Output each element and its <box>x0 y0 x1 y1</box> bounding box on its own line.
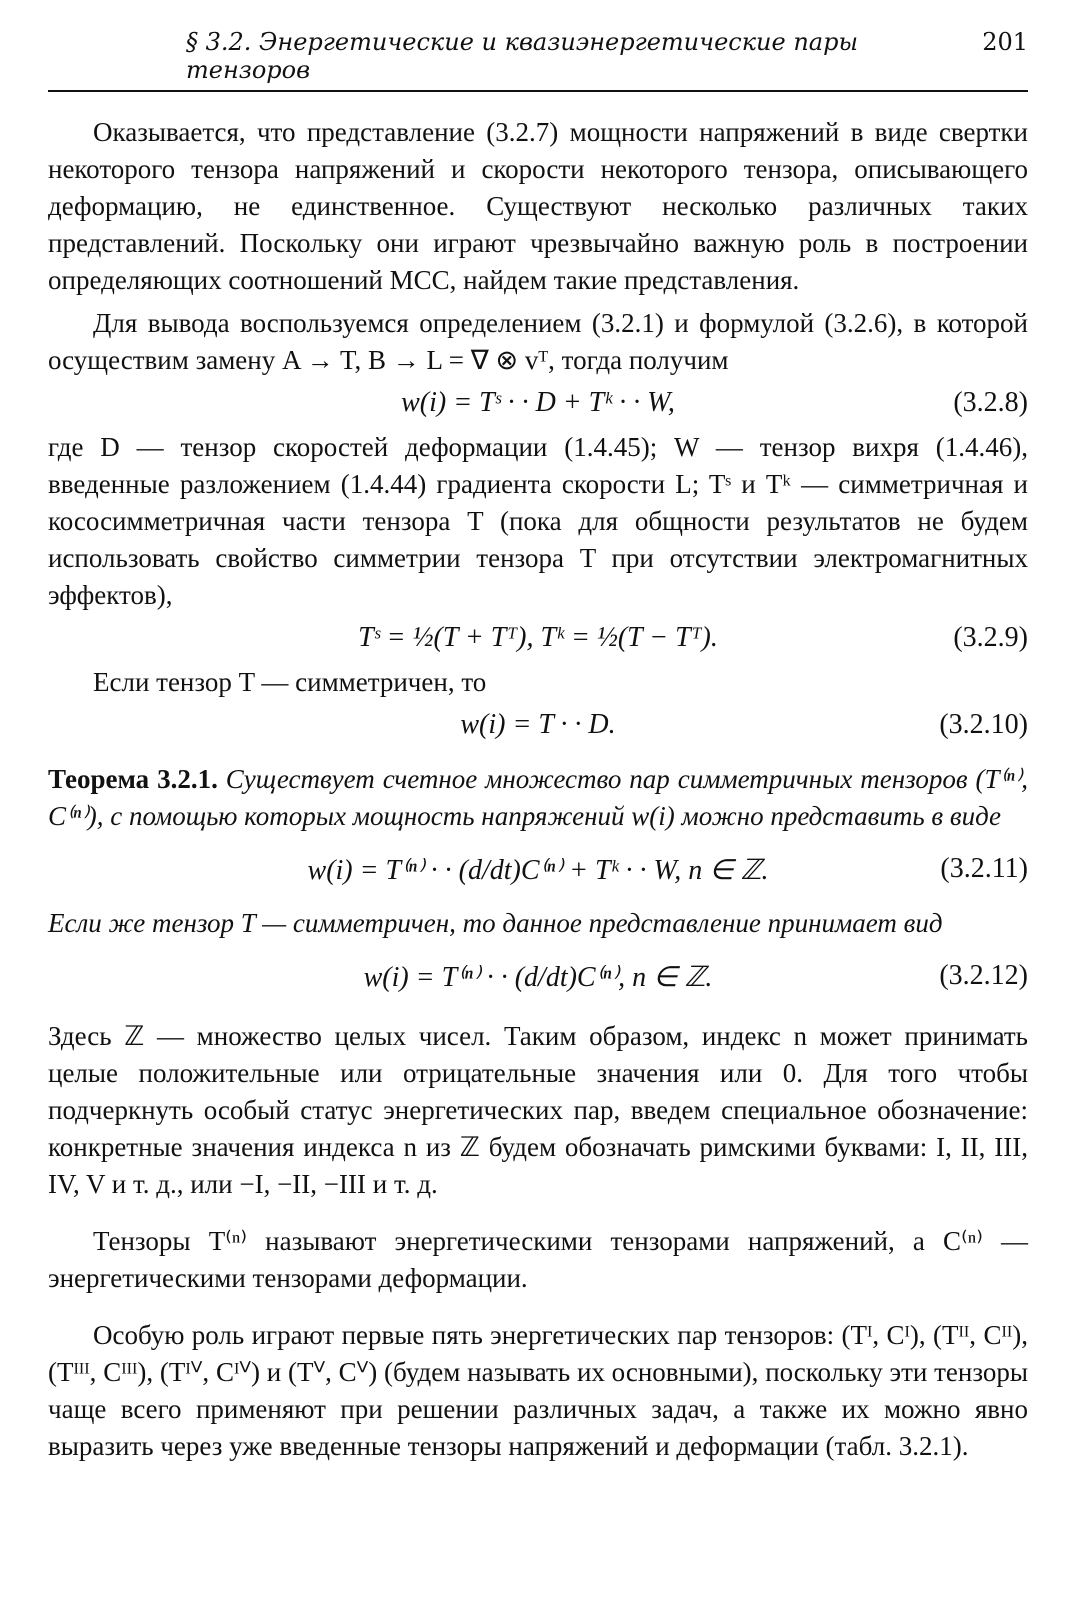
page <box>48 28 1028 1465</box>
equation-number: (3.2.12) <box>939 960 1028 991</box>
paragraph-5: Если же тензор T — симметричен, то данное представление принимает вид <box>48 908 943 938</box>
equation-number: (3.2.8) <box>953 387 1028 418</box>
paragraph-2: Для вывода воспользуемся определением (3.2.1) и формулой (3.2.6), в которой осуществим замену A → T, B → L = ∇ ⊗ vᵀ, тогда получим <box>48 308 1028 375</box>
equation-3-2-9 <box>48 614 1028 664</box>
paragraph-6: Здесь ℤ — множество целых чисел. Таким образом, индекс n может принимать целые положительные или отрицательные значения или 0. Для того чтобы подчеркнуть особый статус энергетических пар, введем специальное обозначение: конкретные значения индекса n из ℤ будем обозначать римскими буквами: I, II, III, IV, V и т. д., или −I, −II, −III и т. д. <box>48 1021 1028 1199</box>
page-number: 201 <box>982 28 1028 56</box>
equation-formula: w(i) = T⁽ⁿ⁾ · · (d/dt)C⁽ⁿ⁾, n ∈ ℤ. <box>363 962 713 993</box>
equation-3-2-8 <box>48 379 1028 429</box>
equation-number: (3.2.9) <box>953 622 1028 653</box>
theorem-3-2-1 <box>48 761 1028 835</box>
equation-formula: w(i) = Tˢ · · D + Tᵏ · · W, <box>401 387 675 418</box>
theorem-heading: Теорема 3.2.1. <box>48 764 218 794</box>
section-title: § 3.2. Энергетические и квазиэнергетические пары тензоров <box>186 28 859 84</box>
paragraph-7: Тензоры T⁽ⁿ⁾ называют энергетическими тензорами напряжений, а C⁽ⁿ⁾ — энергетическими тензорами деформации. <box>48 1226 1028 1293</box>
equation-3-2-11 <box>48 835 1028 905</box>
paragraph-1: Оказывается, что представление (3.2.7) мощности напряжений в виде свертки некоторого тензора напряжений и скорости некоторого тензора, описывающего деформацию, не единственное. Существуют несколько различных таких представлений. Поскольку они играют чрезвычайно важную роль в построении определяющих соотношений МСС, найдем такие представления. <box>48 117 1028 295</box>
paragraph-4: Если тензор T — симметричен, то <box>93 667 487 697</box>
paragraph-8: Особую роль играют первые пять энергетических пар тензоров: (Tᴵ, Cᴵ), (Tᴵᴵ, Cᴵᴵ), (Tᴵᴵᴵ, Cᴵᴵᴵ), (Tᴵⱽ, Cᴵⱽ) и (Tⱽ, Cⱽ) (будем называть их основными), поскольку эти тензоры чаще всего применяют при решении различных задач, а также их можно явно выразить через уже введенные тензоры напряжений и деформации (табл. 3.2.1). <box>48 1320 1028 1461</box>
theorem-text: Существует счетное множество пар симметричных тензоров (T⁽ⁿ⁾, C⁽ⁿ⁾), с помощью которых мощность напряжений w(i) можно представить в виде <box>48 764 1029 831</box>
running-header <box>48 28 1028 92</box>
equation-number: (3.2.10) <box>939 709 1028 740</box>
equation-3-2-10 <box>48 701 1028 751</box>
equation-formula: Tˢ = ½(T + Tᵀ), Tᵏ = ½(T − Tᵀ). <box>358 622 718 653</box>
paragraph-3: где D — тензор скоростей деформации (1.4.45); W — тензор вихря (1.4.46), введенные разложением (1.4.44) градиента скорости L; Tˢ и Tᵏ — симметричная и кососимметричная части тензора T (пока для общности результатов не будем использовать свойство симметрии тензора T при отсутствии электромагнитных эффектов), <box>48 432 1028 610</box>
equation-formula: w(i) = T · · D. <box>460 709 616 740</box>
equation-number: (3.2.11) <box>940 853 1028 884</box>
equation-formula: w(i) = T⁽ⁿ⁾ · · (d/dt)C⁽ⁿ⁾ + Tᵏ · · W, n ∈ ℤ. <box>307 855 769 886</box>
equation-3-2-12 <box>48 942 1028 1012</box>
